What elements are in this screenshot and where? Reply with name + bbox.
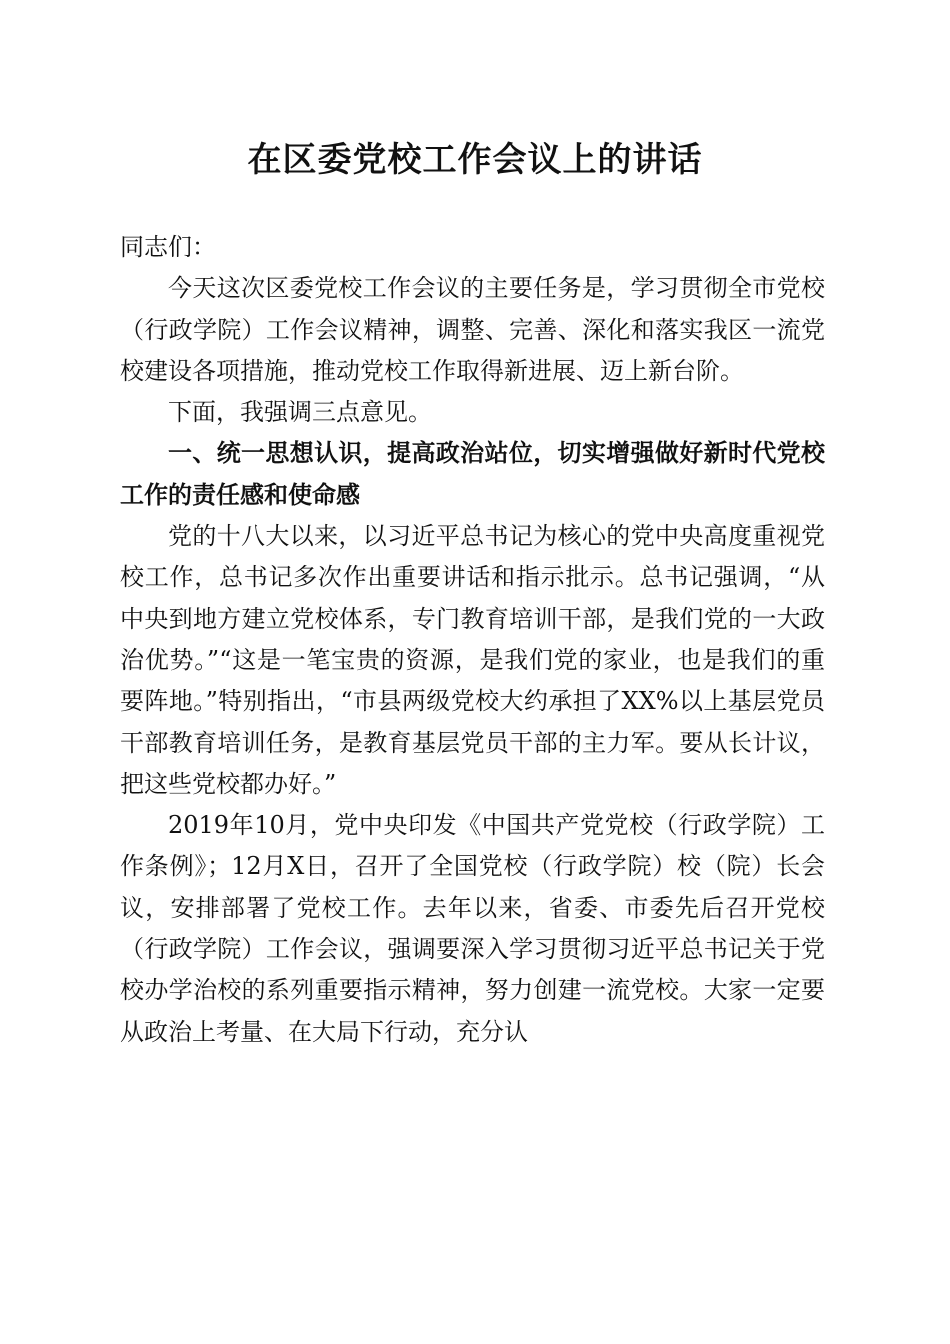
section-1-heading: 一、统一思想认识，提高政治站位，切实增强做好新时代党校工作的责任感和使命感: [120, 439, 825, 509]
salutation: 同志们：: [120, 233, 216, 261]
document-body: [120, 227, 825, 1053]
document-title: 在区委党校工作会议上的讲话: [247, 140, 703, 180]
section-1-paragraph-1: 党的十八大以来，以习近平总书记为核心的党中央高度重视党校工作，总书记多次作出重要讲话和指示批示。总书记强调，“从中央到地方建立党校体系，专门教育培训干部，是我们党的一大政治优势。”“这是一笔宝贵的资源，是我们党的家业，也是我们的重要阵地。”特别指出，“市县两级党校大约承担了XX%以上基层党员干部教育培训任务，是教育基层党员干部的主力军。要从长计议，把这些党校都办好。”: [120, 522, 825, 798]
section-1-paragraph-2: 2019年10月，党中央印发《中国共产党党校（行政学院）工作条例》；12月X日，召开了全国党校（行政学院）校（院）长会议，安排部署了党校工作。去年以来，省委、市委先后召开党校（行政学院）工作会议，强调要深入学习贯彻习近平总书记关于党校办学治校的系列重要指示精神，努力创建一流党校。大家一定要从政治上考量、在大局下行动，充分认: [120, 811, 825, 1046]
outline-paragraph: 下面，我强调三点意见。: [168, 398, 432, 427]
intro-paragraph: 今天这次区委党校工作会议的主要任务是，学习贯彻全市党校（行政学院）工作会议精神，调整、完善、深化和落实我区一流党校建设各项措施，推动党校工作取得新进展、迈上新台阶。: [120, 274, 825, 385]
